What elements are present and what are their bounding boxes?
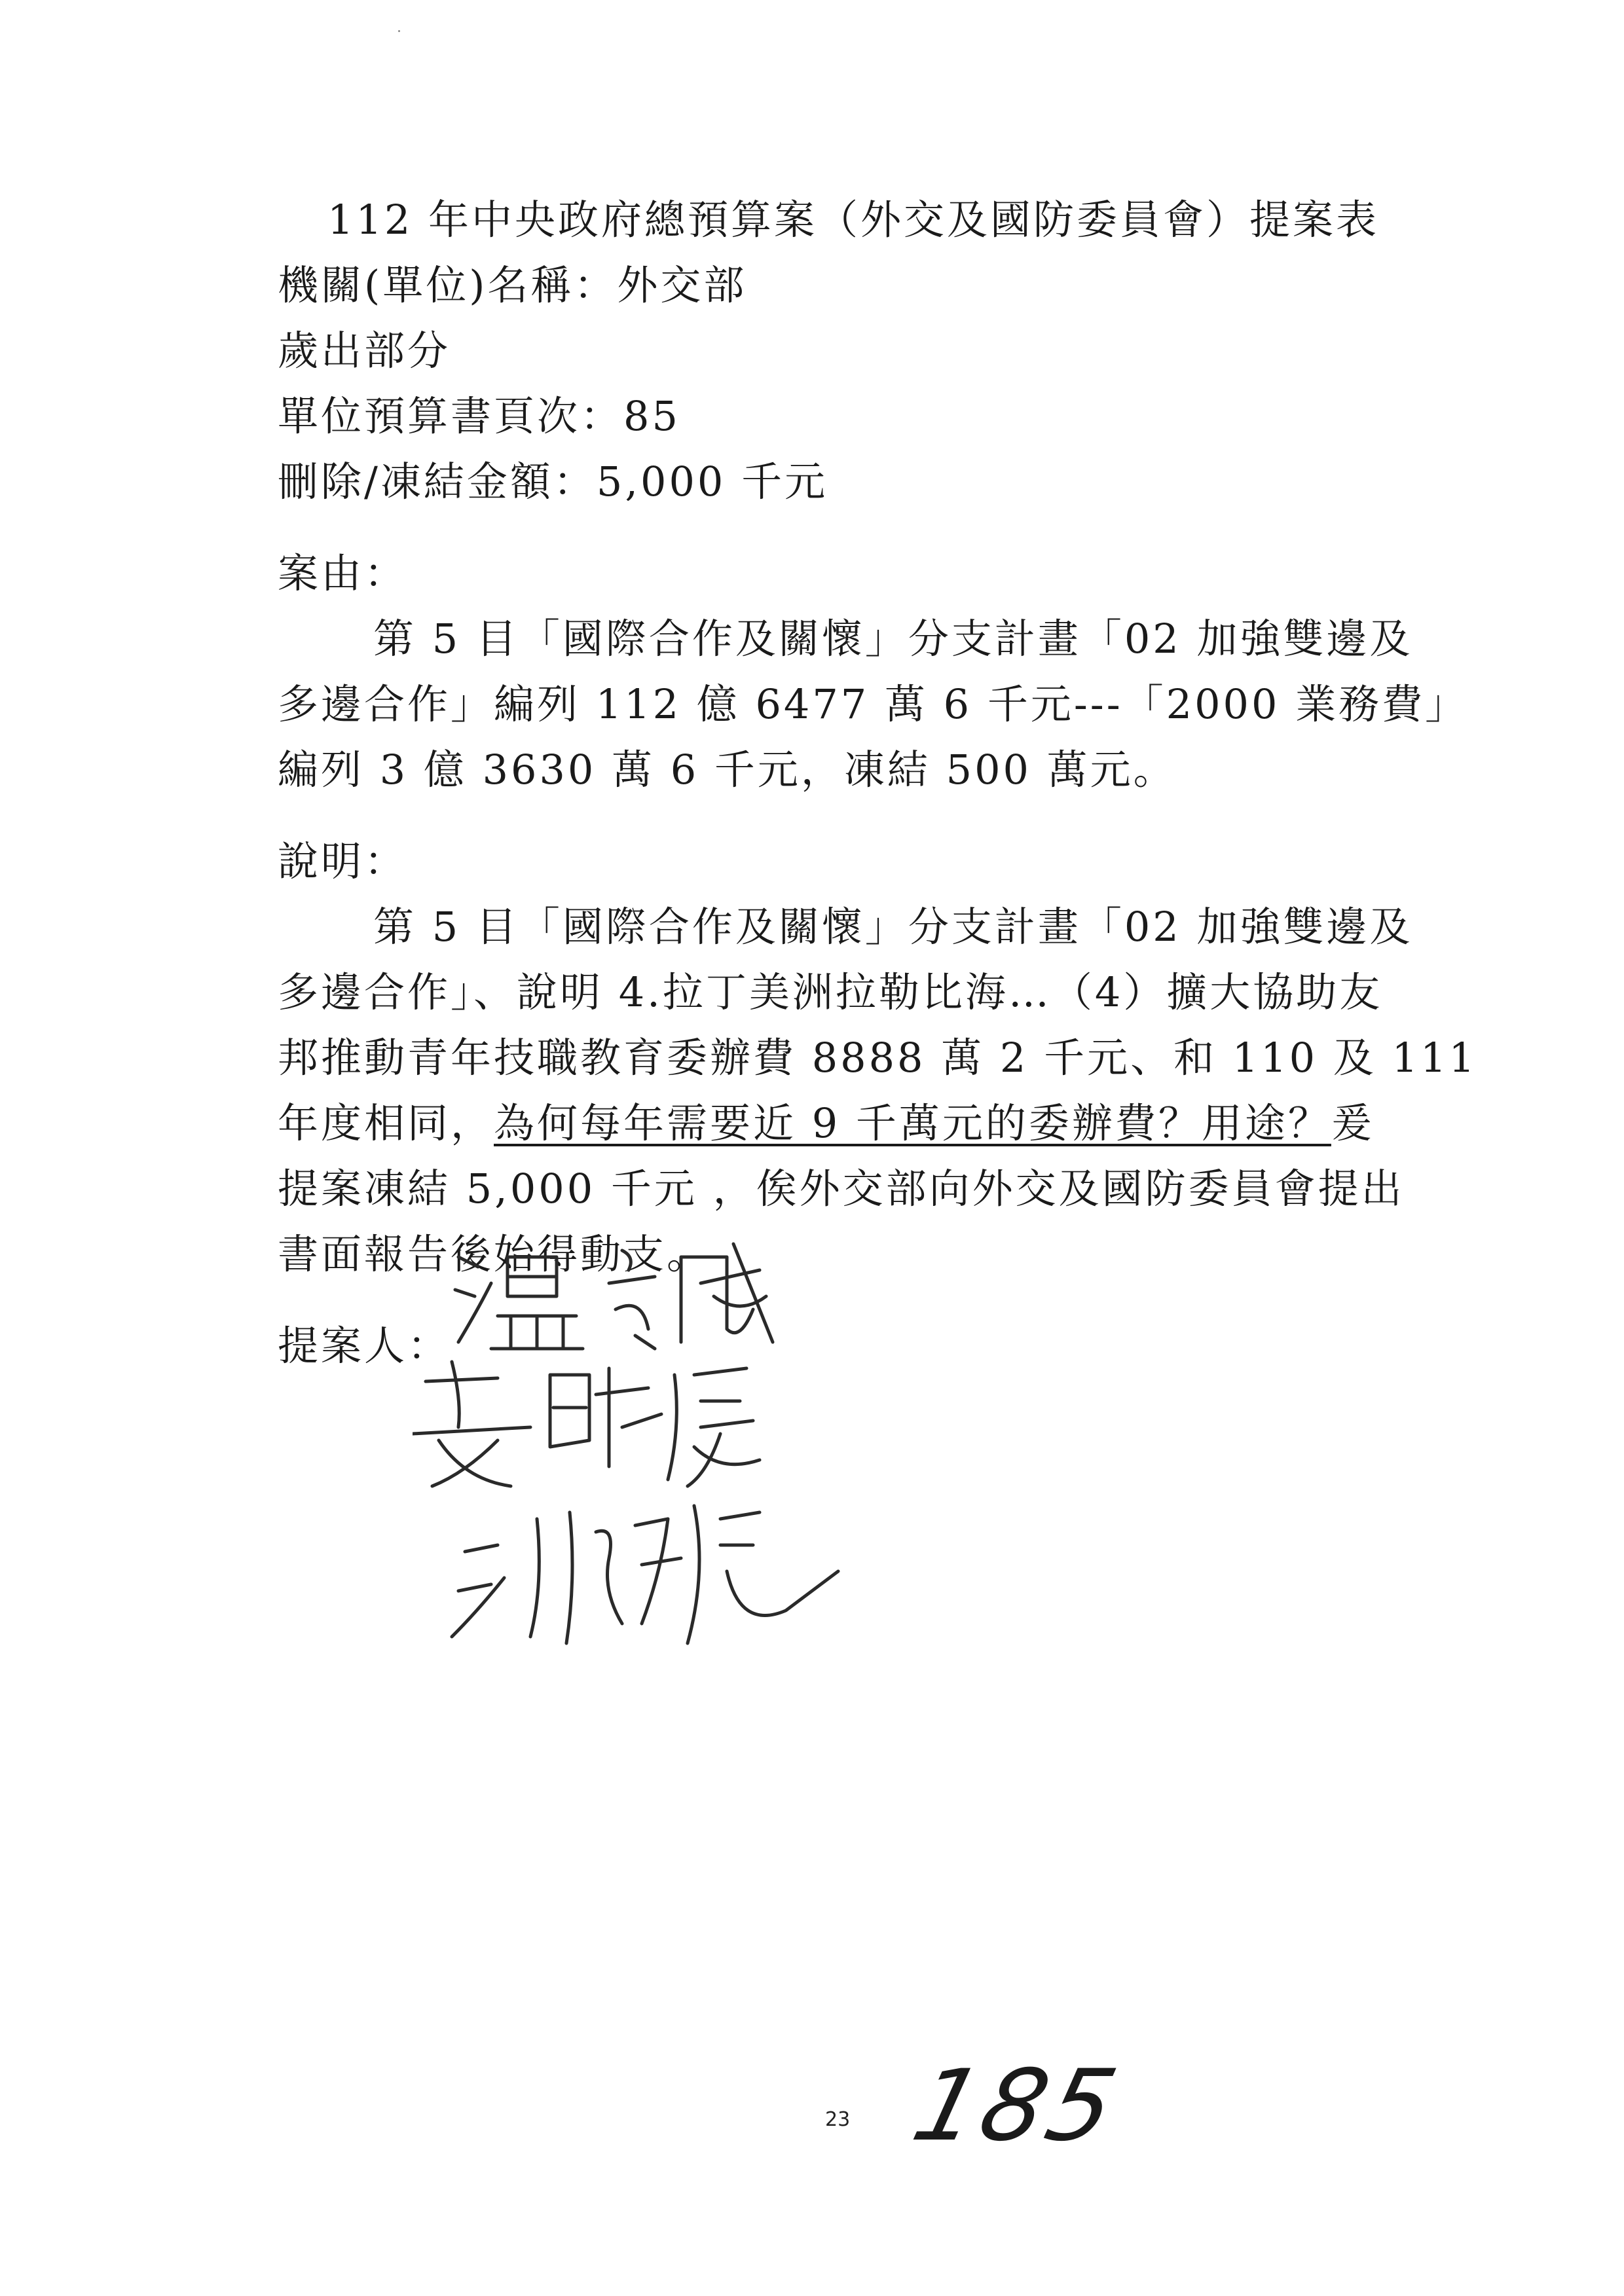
agency-name: 機關(單位)名稱：外交部 xyxy=(278,261,747,309)
explanation-line: 書面報告後始得動支。 xyxy=(278,1230,710,1278)
page-number: 23 xyxy=(825,2108,851,2131)
explanation-underlined-question: 為何每年需要近 9 千萬元的委辦費？用途？ xyxy=(494,1099,1331,1147)
budget-page: 單位預算書頁次：85 xyxy=(278,392,680,440)
reason-line: 第 5 目「國際合作及關懷」分支計畫「02 加強雙邊及 xyxy=(373,615,1413,663)
reason-line: 編列 3 億 3630 萬 6 千元，凍結 500 萬元。 xyxy=(278,746,1177,793)
amount: 刪除/凍結金額：5,000 千元 xyxy=(278,458,828,505)
reason-label: 案由： xyxy=(278,549,408,597)
explanation-line: 邦推動青年技職教育委辦費 8888 萬 2 千元、和 110 及 111 xyxy=(278,1034,1477,1082)
explanation-line: 多邊合作」、說明 4.拉丁美洲拉勒比海…（4）擴大協助友 xyxy=(278,968,1383,1016)
explanation-prefix: 年度相同， xyxy=(278,1099,494,1147)
document-title: 112 年中央政府總預算案（外交及國防委員會）提案表 xyxy=(327,196,1380,244)
section-label: 歲出部分 xyxy=(278,327,451,374)
scan-speck xyxy=(398,30,400,32)
explanation-suffix: 爰 xyxy=(1331,1099,1375,1147)
explanation-line xyxy=(278,1091,1375,1156)
handwritten-page-number: 185 xyxy=(902,2049,1131,2163)
explanation-label: 說明： xyxy=(278,837,408,885)
signature-1 xyxy=(452,1231,792,1362)
signature-3 xyxy=(445,1493,851,1650)
explanation-line: 提案凍結 5,000 千元 ，俟外交部向外交及國防委員會提出 xyxy=(278,1165,1405,1212)
signature-2 xyxy=(413,1349,766,1493)
explanation-line: 第 5 目「國際合作及關懷」分支計畫「02 加強雙邊及 xyxy=(373,903,1413,951)
proposer-label: 提案人： xyxy=(278,1322,451,1370)
reason-line: 多邊合作」編列 112 億 6477 萬 6 千元---「2000 業務費」 xyxy=(278,680,1469,728)
